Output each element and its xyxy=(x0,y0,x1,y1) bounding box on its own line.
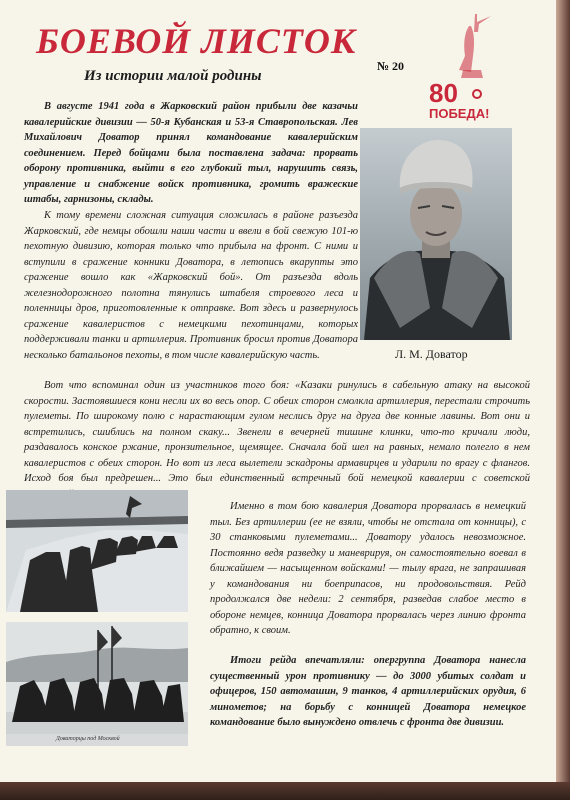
dovator-portrait xyxy=(360,128,512,340)
photo-caption: Доваторцы под Москвой xyxy=(56,736,120,742)
breakthrough-paragraph: Именно в том бою кавалерия Доватора прорвалась в немецкий тыл. Без артиллерии (ее не взяли, чтобы не отстала от конницы), с 30 станковыми пулеметами... Доватору удалось невозможное. Постоянно ведя разведку и маневрируя, он самостоятельно воевал в ближайшем — насыщенном войсками! — тылу врага, не запрашивая у командования ни боеприпасов, ни продовольствия. Рейд продолжался две недели: 2 сентября, разведав слабое место в обороне немцев, конница Доватора прорвалась через линию фронта обратно, к своим. xyxy=(210,501,526,636)
issue-number: № 20 xyxy=(377,59,405,73)
background-edge-right xyxy=(556,0,570,800)
zharkovsky-battle-paragraph: К тому времени сложная ситуация сложилась в районе разъезда Жарковский, где немцы обошли наши части и ввели в бой свежую 101-ю пехотную дивизию, которая только что прибыла на фронт. С ними и вступили в сражение конники Доватора, в летопись вкарупты это сражение вошло как «Жарковский бой». От разъезда вдоль железнодорожного полотна тянулись штабеля строевого леса и поленницы дров, приготовленные к отправке. Вот здесь и развернулось сражение кавалеристов с немецкими пехотинцами, которых поддерживали танки и артиллерия. Противник бросил против Доватора несколько батальонов пехоты, в том числе кавалерийскую часть. xyxy=(24,210,358,361)
portrait-image xyxy=(360,128,512,340)
cavalry-flags-image xyxy=(6,622,188,734)
intro-paragraph: В августе 1941 года в Жарковский район прибыли две казачьи кавалерийские дивизии — 50-я Кубанская и 53-я Ставропольская. Лев Михайлович Доватор принял командование кавалерийским соединением. Перед бойцами была поставлена задача: прорвать оборону противника, выйти в его глубокий тыл, нарушить связь, управление и снабжение войск противника, громить вражеские штабы, гарнизоны, склады. xyxy=(24,101,358,205)
veteran-memory-paragraph: Вот что вспоминал один из участников того боя: «Казаки ринулись в сабельную атаку на высокой скорости. Застоявшиеся кони несли их во весь опор. С обеих сторон смолкла артиллерия, перестали строчить пулеметы. По широкому полю с нарастающим гулом неслись друг на друга две конные лавины. Вот они и встретились, сшиблись на полном скаку... Звенели в вечерней тишине клинки, что-то кричали люди, раздавалось конское ржание, пронзительное, щемящее. Сначала бой шел на равных, немало полегло в нем кавалеристов с обеих сторон. Но вот из леса вылетели эскадроны армавирцев и ударили по врагу с флангов. Исход боя был предрешен... Это был единственный встречный бой немецкой кавалерии с советской xyxy=(24,380,530,484)
portrait-caption: Л. М. Доватор xyxy=(395,347,468,361)
newsletter-title: БОЕВОЙ ЛИСТОК xyxy=(36,21,357,61)
raid-results-paragraph: Итоги рейда впечатляли: опергруппа Доватора нанесла существенный урон противнику — до 3000 убитых солдат и офицеров, 150 автомашин, 9 танков, 4 артиллерийских орудия, 6 минометов; на борьбу с конницей Доватора немецкое командование было вынуждено отвлечь с фронта две дивизии. xyxy=(210,655,526,728)
victory-80-logo xyxy=(425,12,505,124)
cavalry-column-image xyxy=(6,490,188,612)
newsletter-subtitle: Из истории малой родины xyxy=(84,68,262,84)
background-edge-bottom xyxy=(0,782,570,800)
logo-word: ПОБЕДА! xyxy=(429,106,490,121)
logo-number: 80 xyxy=(429,78,458,108)
cavalry-column-photo xyxy=(6,490,188,612)
cavalry-flags-photo xyxy=(6,622,188,746)
